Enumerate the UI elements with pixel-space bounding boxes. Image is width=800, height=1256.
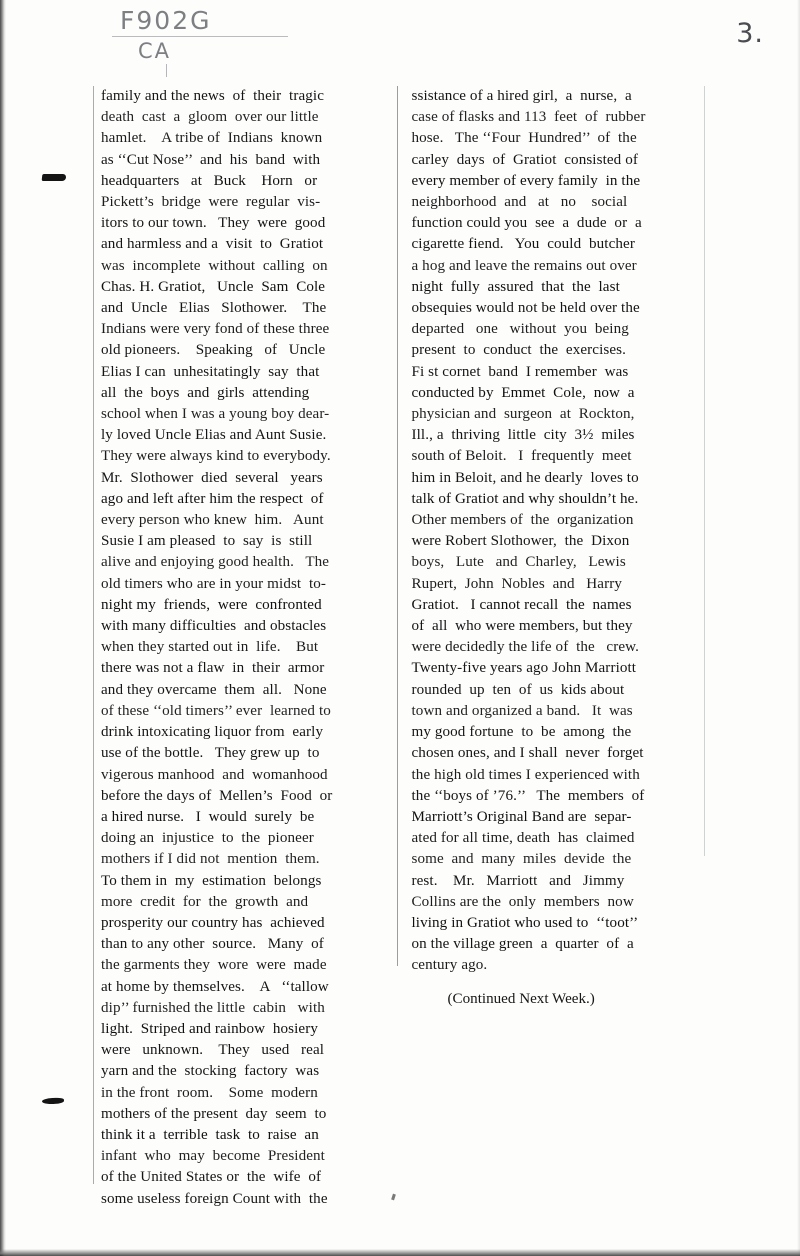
article-line: Gratiot. I cannot recall the names [411, 596, 632, 613]
article-line: hamlet. A tribe of Indians known [101, 130, 323, 147]
article-line: some and many miles devide the [411, 851, 632, 868]
article-line: a hog and leave the remains out over [411, 257, 637, 274]
article-line: ago and left after him the respect of [101, 490, 324, 507]
article-line: century ago. [411, 957, 488, 974]
article-line: him in Beloit, and he dearly loves to [411, 469, 639, 486]
article-line: conducted by Emmet Cole, now a [411, 384, 635, 401]
article-line: vigerous manhood and womanhood [101, 766, 328, 783]
article-line: of all who were members, but they [411, 618, 633, 635]
archive-code: F902G [120, 6, 212, 35]
article-line: departed one without you being [411, 321, 629, 338]
article-line: and harmless and a visit to Gratiot [101, 236, 324, 253]
article-column-right [398, 86, 709, 1210]
article-line: more credit for the growth and [101, 893, 309, 910]
article-line: prosperity our country has achieved [101, 914, 325, 931]
article-line: south of Beloit. I frequently meet [411, 448, 632, 465]
article-line: drink intoxicating liquor from early [101, 724, 324, 741]
article-line: Pickett’s bridge were regular vis- [101, 194, 321, 211]
article-line: and they overcame them all. None [101, 681, 327, 698]
article-line: rounded up ten of us kids about [411, 681, 625, 698]
article-line: light. Striped and rainbow hosiery [101, 1020, 318, 1037]
archive-annotation-tick [166, 64, 167, 77]
article-line: Ill., a thriving little city 3½ miles [411, 427, 635, 444]
binding-mark-upper [42, 174, 67, 181]
article-line: carley days of Gratiot consisted of [411, 151, 638, 168]
article-line: town and organized a band. It was [411, 702, 633, 719]
article-line: when they started out in life. But [101, 639, 319, 656]
article-line: alive and enjoying good health. The [101, 554, 330, 571]
article-line: all the boys and girls attending [101, 384, 310, 401]
article-line: of these ‘‘old timers’’ ever learned to [101, 702, 331, 719]
article-line: as ‘‘Cut Nose’’ and his band with [101, 151, 321, 168]
article-line: family and the news of their tragic [101, 88, 325, 104]
article-columns [92, 86, 708, 1210]
article-line: Mr. Slothower died several years [101, 469, 323, 486]
article-column-left [92, 86, 398, 1210]
article-line: mothers if I did not mention them. [101, 851, 320, 868]
article-line: physician and surgeon at Rockton, [411, 406, 635, 423]
article-line: school when I was a young boy dear- [101, 406, 330, 423]
continued-next-week-line: (Continued Next Week.) [447, 990, 595, 1007]
article-line: death cast a gloom over our little [101, 109, 319, 126]
article-line: living in Gratiot who used to ‘‘toot’’ [411, 914, 639, 931]
article-line: Fi st cornet band I remember was [411, 363, 629, 380]
article-line: Rupert, John Nobles and Harry [411, 575, 622, 592]
article-line: were Robert Slothower, the Dixon [411, 533, 630, 550]
newspaper-clipping [92, 86, 708, 1207]
article-line: itors to our town. They were good [101, 215, 326, 232]
article-line: hose. The ‘‘Four Hundred’’ of the [411, 130, 637, 147]
article-line: boys, Lute and Charley, Lewis [411, 554, 626, 571]
article-line: obsequies would not be held over the [411, 300, 640, 317]
archive-subcode: CA [138, 39, 172, 63]
page-number: 3. [736, 18, 764, 49]
article-line: ly loved Uncle Elias and Aunt Susie. [101, 427, 327, 444]
article-line: every person who knew him. Aunt [101, 512, 324, 529]
article-line: talk of Gratiot and why shouldn’t he. [411, 490, 639, 507]
article-line: was incomplete without calling on [101, 257, 328, 274]
article-line: mothers of the present day seem to [101, 1105, 327, 1122]
article-line: Collins are the only members now [411, 893, 634, 910]
article-line: on the village green a quarter of a [411, 936, 634, 953]
article-line: ated for all time, death has claimed [411, 830, 635, 847]
scan-edge-bottom [0, 1249, 800, 1256]
article-line: at home by themselves. A ‘‘tallow [101, 978, 329, 995]
article-line: Twenty-five years ago John Marriott [411, 660, 637, 677]
article-line: headquarters at Buck Horn or [101, 172, 318, 189]
archive-annotation-rule [112, 36, 288, 37]
article-line: night fully assured that the last [411, 278, 620, 295]
article-line: infant who may become President [101, 1148, 325, 1165]
article-line: a hired nurse. I would surely be [101, 808, 315, 825]
article-line: old timers who are in your midst to- [101, 575, 327, 592]
article-line: They were always kind to everybody. [101, 448, 331, 465]
article-line: every member of every family in the [411, 172, 641, 189]
article-line: were decidedly the life of the crew. [411, 639, 640, 656]
article-line: some useless foreign Count with the [101, 1190, 328, 1207]
article-line: before the days of Mellen’s Food or [101, 787, 333, 804]
article-line: yarn and the stocking factory was [101, 1063, 320, 1080]
archive-annotation [112, 8, 302, 77]
article-line: with many difficulties and obstacles [101, 618, 327, 635]
article-line: chosen ones, and I shall never forget [411, 745, 644, 762]
article-line: and Uncle Elias Slothower. The [101, 300, 327, 317]
article-line: think it a terrible task to raise an [101, 1126, 319, 1143]
article-line: the high old times I experienced with [411, 766, 640, 783]
article-line: the garments they wore were made [101, 957, 327, 974]
article-line: function could you see a dude or a [411, 215, 642, 232]
article-line: than to any other source. Many of [101, 936, 324, 953]
article-line: cigarette fiend. You could butcher [411, 236, 635, 253]
article-line: Susie I am pleased to say is still [101, 533, 313, 550]
article-line: Chas. H. Gratiot, Uncle Sam Cole [101, 278, 326, 295]
article-line: rest. Mr. Marriott and Jimmy [411, 872, 625, 889]
article-line: of the United States or the wife of [101, 1169, 322, 1186]
article-line: neighborhood and at no social [411, 194, 628, 211]
scan-edge-left [0, 0, 6, 1256]
article-line: dip’’ furnished the little cabin with [101, 999, 325, 1016]
article-line: in the front room. Some modern [101, 1084, 318, 1101]
article-line: there was not a flaw in their armor [101, 660, 325, 677]
article-line: my good fortune to be among the [411, 724, 632, 741]
article-line: case of flasks and 113 feet of rubber [411, 109, 646, 126]
article-line: doing an injustice to the pioneer [101, 830, 314, 847]
article-line: Indians were very fond of these three [101, 321, 330, 338]
article-line: To them in my estimation belongs [101, 872, 322, 889]
article-line: use of the bottle. They grew up to [101, 745, 320, 762]
article-line: night my friends, were confronted [101, 596, 322, 613]
article-line: the ‘‘boys of ’76.’’ The members of [411, 787, 645, 804]
article-line: ssistance of a hired girl, a nurse, a [411, 88, 632, 104]
article-line: were unknown. They used real [101, 1042, 325, 1059]
article-line: Other members of the organization [411, 512, 634, 529]
article-line: Marriott’s Original Band are separ- [411, 808, 632, 825]
article-line: Elias I can unhesitatingly say that [101, 363, 320, 380]
article-line: present to conduct the exercises. [411, 342, 627, 359]
article-line: old pioneers. Speaking of Uncle [101, 342, 326, 359]
binding-mark-lower [42, 1097, 64, 1104]
